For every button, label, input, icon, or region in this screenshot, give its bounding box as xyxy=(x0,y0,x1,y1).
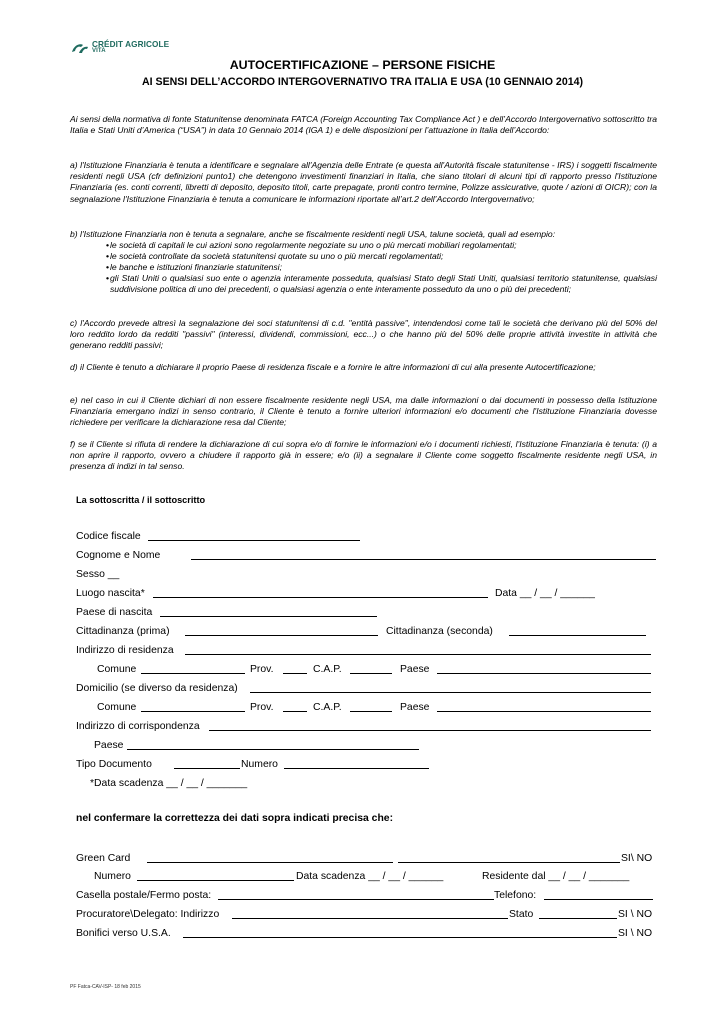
bullet-text: le società controllate da società statunitensi quotate su uno o più mercati regolamentati; xyxy=(110,251,444,261)
bullet-icon: • xyxy=(106,262,110,272)
green-card-input-2[interactable] xyxy=(398,862,620,863)
paese-domicilio-input[interactable] xyxy=(437,711,651,712)
bonifici-si-no[interactable]: SI \ NO xyxy=(618,928,653,939)
domicilio-label: Domicilio (se diverso da residenza) xyxy=(76,683,238,694)
logo-line-2: VITA xyxy=(92,48,106,54)
green-card-numero-label: Numero xyxy=(94,871,131,882)
indirizzo-residenza-label: Indirizzo di residenza xyxy=(76,645,174,656)
bullet-text: gli Stati Uniti o qualsiasi suo ente o agenzia interamente posseduta, qualsiasi Stato degli Stati Uniti, qualsiasi territorio statunitense, qualsiasi suddivisione politica di uno dei precedenti, o qualsiasi agenzia o ente interamente posseduto da uno o più dei precedenti; xyxy=(110,273,657,295)
bullet-icon: • xyxy=(106,240,110,250)
cap-label: C.A.P. xyxy=(313,702,342,713)
cap-residenza-input[interactable] xyxy=(350,673,392,674)
green-card-si-no[interactable]: SI\ NO xyxy=(621,853,653,864)
bullet-item xyxy=(106,251,657,262)
paragraph-b: b) l'Istituzione Finanziaria non è tenuta a segnalare, anche se fiscalmente residenti negli USA, talune società, quali ad esempio: xyxy=(70,229,556,239)
data-scadenza-documento-field[interactable]: *Data scadenza __ / __ / _______ xyxy=(90,778,248,789)
procuratore-indirizzo-input[interactable] xyxy=(232,918,508,919)
procuratore-stato-label: Stato xyxy=(509,909,534,920)
cittadinanza-prima-label: Cittadinanza (prima) xyxy=(76,626,170,637)
paese-label: Paese xyxy=(94,740,124,751)
bullet-item xyxy=(106,273,657,295)
tipo-documento-input[interactable] xyxy=(174,768,240,769)
green-card-label: Green Card xyxy=(76,853,131,864)
cittadinanza-prima-input[interactable] xyxy=(185,635,378,636)
logo-line-1: CRÉDIT AGRICOLE xyxy=(92,40,170,49)
casella-postale-input[interactable] xyxy=(218,899,494,900)
paragraph-d: d) il Cliente è tenuto a dichiarare il proprio Paese di residenza fiscale e a fornire le altre informazioni di cui alla presente Autocertificazione; xyxy=(70,362,596,372)
green-card-input[interactable] xyxy=(147,862,393,863)
confirm-section-title: nel confermare la correttezza dei dati sopra indicati precisa che: xyxy=(76,813,394,824)
cittadinanza-seconda-input[interactable] xyxy=(509,635,646,636)
prov-label: Prov. xyxy=(250,702,274,713)
bullet-icon: • xyxy=(106,273,110,283)
cognome-nome-label: Cognome e Nome xyxy=(76,550,161,561)
procuratore-label: Procuratore\Delegato: Indirizzo xyxy=(76,909,220,920)
codice-fiscale-input[interactable] xyxy=(148,540,360,541)
comune-residenza-input[interactable] xyxy=(141,673,245,674)
bullet-text: le banche e istituzioni finanziarie statunitensi; xyxy=(110,262,282,272)
bullet-item xyxy=(106,240,657,251)
bullet-icon: • xyxy=(106,251,110,261)
comune-label: Comune xyxy=(97,664,137,675)
bonifici-input[interactable] xyxy=(183,937,617,938)
comune-label: Comune xyxy=(97,702,137,713)
domicilio-input[interactable] xyxy=(250,692,651,693)
green-card-data-scadenza-field[interactable]: Data scadenza __ / __ / ______ xyxy=(296,871,444,882)
indirizzo-corrispondenza-input[interactable] xyxy=(209,730,651,731)
numero-documento-label: Numero xyxy=(241,759,278,770)
credit-agricole-logo-icon xyxy=(70,41,90,55)
tipo-documento-label: Tipo Documento xyxy=(76,759,152,770)
paragraph-a: a) l'Istituzione Finanziaria è tenuta a identificare e segnalare all'Agenzia delle Entrate (e questa all'Autorità fiscale statunitense - IRS) i soggetti fiscalmente residenti negli USA (cfr definizioni punto1) che detengono investimenti finanziari in Italia, che siano titolari di alcuni tipi di rapporto presso l'Istituzione Finanziaria (es. conti correnti, libretti di deposito, deposito titoli, carte prepagate, pronti contro termine, Polizze assicurative, quote / azioni di OICR); con la segnalazione l'Istituzione Finanziaria è tenuta a comunicare le informazioni riportate all’art.2 dell’Accordo Intergovernativo; xyxy=(70,160,657,204)
telefono-label: Telefono: xyxy=(494,890,537,901)
cittadinanza-seconda-label: Cittadinanza (seconda) xyxy=(386,626,493,637)
cap-domicilio-input[interactable] xyxy=(350,711,392,712)
casella-postale-label: Casella postale/Fermo posta: xyxy=(76,890,212,901)
green-card-numero-input[interactable] xyxy=(137,880,294,881)
procuratore-stato-input[interactable] xyxy=(539,918,617,919)
luogo-nascita-input[interactable] xyxy=(153,597,488,598)
indirizzo-corrispondenza-label: Indirizzo di corrispondenza xyxy=(76,721,200,732)
bullet-item xyxy=(106,262,657,273)
paese-nascita-label: Paese di nascita xyxy=(76,607,153,618)
cognome-nome-input[interactable] xyxy=(191,559,656,560)
numero-documento-input[interactable] xyxy=(284,768,429,769)
document-title: AUTOCERTIFICAZIONE – PERSONE FISICHE xyxy=(229,58,496,72)
telefono-input[interactable] xyxy=(544,899,653,900)
codice-fiscale-label: Codice fiscale xyxy=(76,531,141,542)
procuratore-si-no[interactable]: SI \ NO xyxy=(618,909,653,920)
comune-domicilio-input[interactable] xyxy=(141,711,245,712)
indirizzo-residenza-input[interactable] xyxy=(185,654,651,655)
signer-label: La sottoscritta / il sottoscritto xyxy=(76,495,206,505)
prov-label: Prov. xyxy=(250,664,274,675)
bonifici-label: Bonifici verso U.S.A. xyxy=(76,928,171,939)
paese-residenza-input[interactable] xyxy=(437,673,651,674)
paragraph-e: e) nel caso in cui il Cliente dichiari di non essere fiscalmente residente negli USA, ma dalle informazioni o dai documenti in possesso della Istituzione Finanziaria emergano indizi in senso contrario, il Cliente è tenuto a fornire ulteriori informazioni e/o documenti che l'Istituzione Finanziaria dovesse richiedere per verificare la dichiarazione resa dal Cliente; xyxy=(70,395,657,428)
paese-label: Paese xyxy=(400,702,430,713)
document-subtitle: AI SENSI DELL’ACCORDO INTERGOVERNATIVO TRA ITALIA E USA (10 GENNAIO 2014) xyxy=(141,76,584,88)
paragraph-f: f) se il Cliente si rifiuta di rendere la dichiarazione di cui sopra e/o di fornire le informazioni e/o i documenti richiesti, l'Istituzione Finanziaria è tenuta: (i) a non aprire il rapporto, ovvero a chiudere il rapporto già in essere; e/o (ii) a segnalare il Cliente come soggetto fiscalmente residente negli USA, in presenza di indizi in tal senso. xyxy=(70,439,657,472)
paragraph-c: c) l'Accordo prevede altresì la segnalazione dei soci statunitensi di c.d. "entità passive", intendendosi come tali le società che derivano più del 50% del loro reddito lordo da redditi "passivi" (interessi, dividendi, commissioni, ecc...) o che hanno più del 50% delle proprie attività investite in attività che generano redditi passivi; xyxy=(70,318,657,351)
sesso-field[interactable]: Sesso __ xyxy=(76,569,120,580)
bullet-text: le società di capitali le cui azioni sono regolarmente negoziate su uno o più mercati mobiliari regolamentati; xyxy=(110,240,517,250)
luogo-nascita-label: Luogo nascita* xyxy=(76,588,145,599)
footer-code: PF Fatca-CAV-ISP- 18 feb 2015 xyxy=(70,984,141,990)
residente-dal-field[interactable]: Residente dal __ / __ / _______ xyxy=(482,871,630,882)
paese-nascita-input[interactable] xyxy=(160,616,377,617)
cap-label: C.A.P. xyxy=(313,664,342,675)
prov-domicilio-input[interactable] xyxy=(283,711,307,712)
logo-text xyxy=(92,41,169,55)
paese-label: Paese xyxy=(400,664,430,675)
data-nascita-field[interactable]: Data __ / __ / ______ xyxy=(495,588,595,599)
credit-agricole-logo xyxy=(70,40,169,56)
prov-residenza-input[interactable] xyxy=(283,673,307,674)
intro-paragraph: Ai sensi della normativa di fonte Statunitense denominata FATCA (Foreign Accounting Tax Compliance Act ) e dell’Accordo Intergovernativo sottoscritto tra Italia e Stati Uniti d’America (“USA”) in data 10 Gennaio 2014 (IGA 1) e delle disposizioni per l’attuazione in Italia dell’Accordo: xyxy=(70,114,657,136)
paese-corrispondenza-input[interactable] xyxy=(127,749,419,750)
